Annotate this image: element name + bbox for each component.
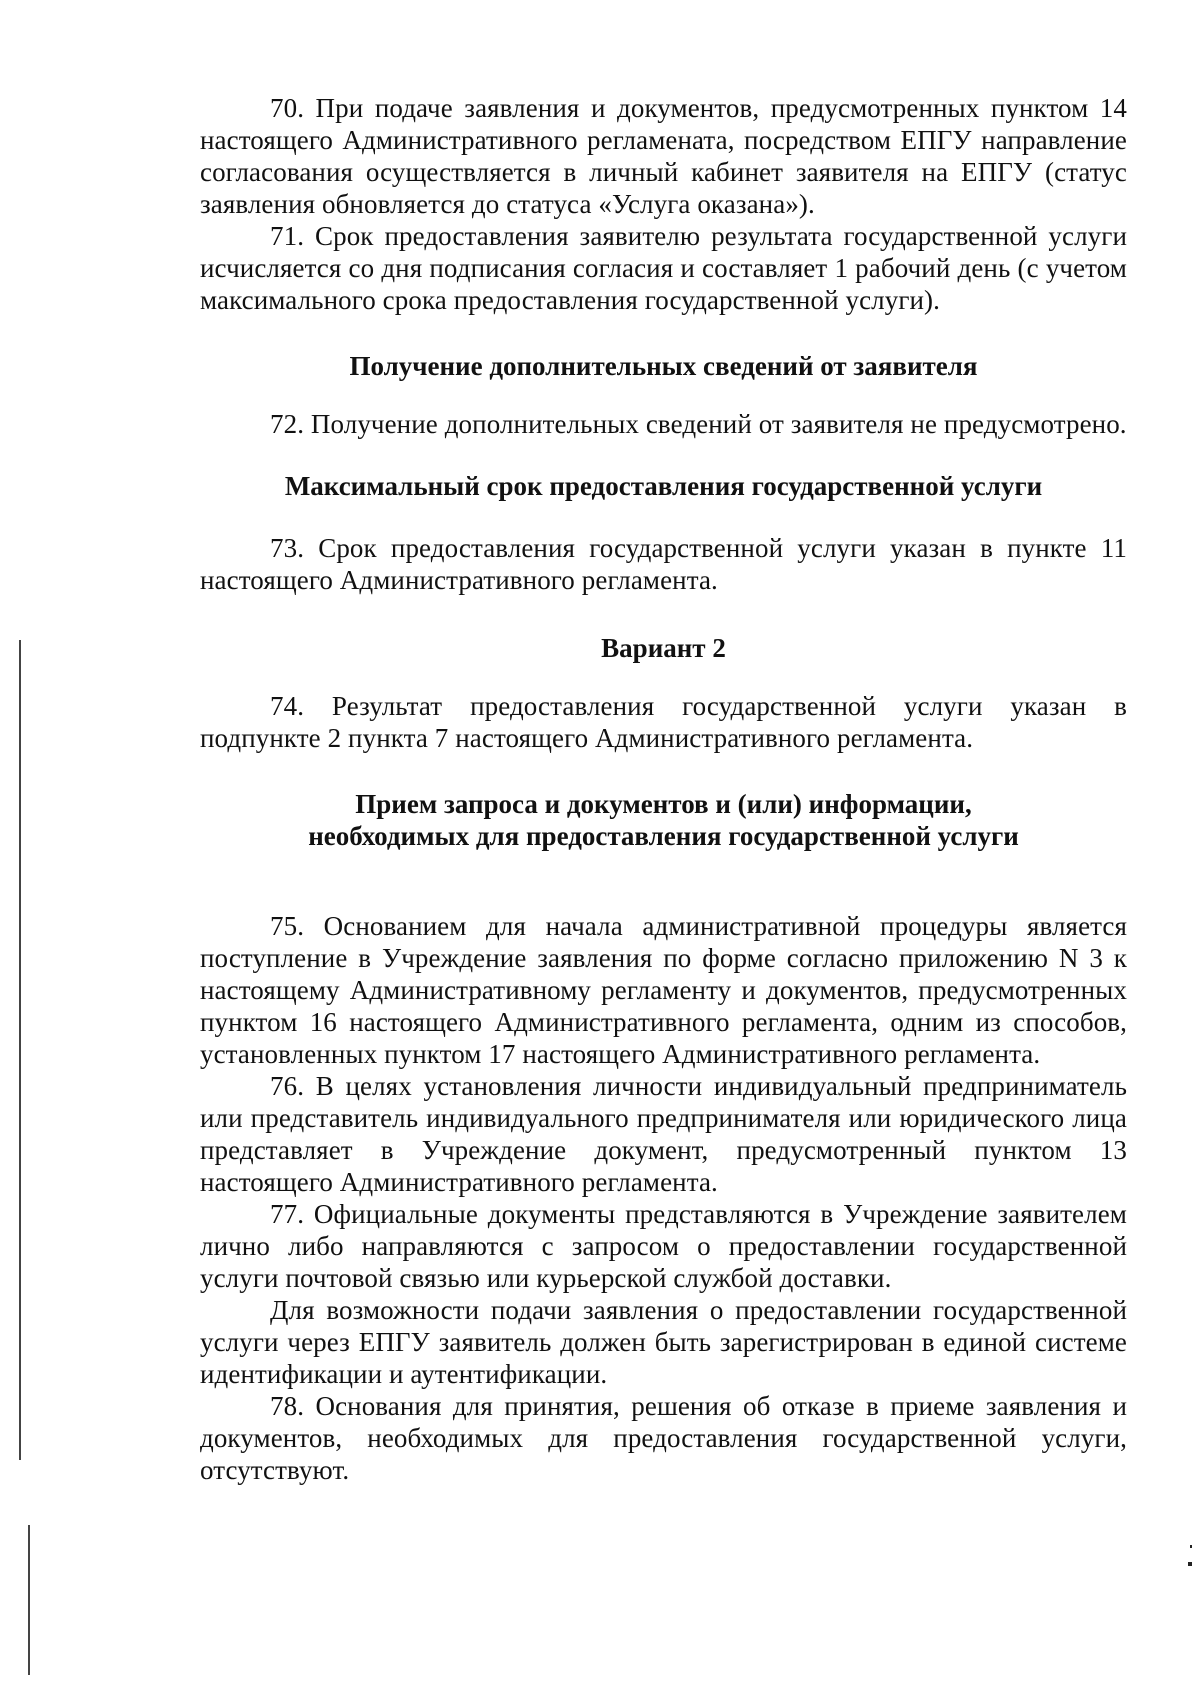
section-heading-additional-info: Получение дополнительных сведений от заявителя bbox=[349, 351, 978, 381]
section-heading-variant-2: Вариант 2 bbox=[601, 633, 726, 663]
scan-speck bbox=[1188, 1562, 1192, 1566]
section-heading-max-term: Максимальный срок предоставления государственной услуги bbox=[284, 471, 1043, 501]
scan-edge-mark-lower bbox=[28, 1525, 30, 1675]
scan-speck bbox=[1190, 1545, 1192, 1548]
paragraph-74: 74. Результат предоставления государственной услуги указан в подпункте 2 пункта 7 настоящего Административного регламента. bbox=[200, 691, 1127, 753]
paragraph-75: 75. Основанием для начала административной процедуры является поступление в Учреждение заявления по форме согласно приложению N 3 к настоящему Административному регламенту и документов, предусмотренных пунктом 16 настоящего Административного регламента, одним из способов, установленных пунктом 17 настоящего Административного регламента. bbox=[200, 911, 1127, 1069]
paragraph-78: 78. Основания для принятия, решения об отказе в приеме заявления и документов, необходимых для предоставления государственной услуги, отсутствуют. bbox=[200, 1391, 1127, 1485]
paragraph-77-epgu: Для возможности подачи заявления о предоставлении государственной услуги через ЕПГУ заявитель должен быть зарегистрирован в единой системе идентификации и аутентификации. bbox=[200, 1295, 1127, 1389]
scan-edge-mark bbox=[19, 640, 21, 1460]
paragraph-70: 70. При подаче заявления и документов, предусмотренных пунктом 14 настоящего Административного регламената, посредством ЕПГУ направление согласования осуществляется в личный кабинет заявителя на ЕПГУ (статус заявления обновляется до статуса «Услуга оказана»). bbox=[200, 93, 1127, 219]
paragraph-72: 72. Получение дополнительных сведений от заявителя не предусмотрено. bbox=[270, 409, 1127, 439]
section-heading-reception-line-1: Прием запроса и документов и (или) информации, bbox=[355, 789, 972, 819]
paragraph-73: 73. Срок предоставления государственной услуги указан в пункте 11 настоящего Административного регламента. bbox=[200, 533, 1127, 595]
section-heading-reception-line-2: необходимых для предоставления государственной услуги bbox=[308, 821, 1019, 851]
document-body bbox=[200, 92, 1127, 1486]
paragraph-76: 76. В целях установления личности индивидуальный предприниматель или представитель индивидуального предпринимателя или юридического лица представляет в Учреждение документ, предусмотренный пунктом 13 настоящего Административного регламента. bbox=[200, 1071, 1127, 1197]
section-heading-reception bbox=[200, 788, 1127, 852]
paragraph-77: 77. Официальные документы представляются в Учреждение заявителем лично либо направляются с запросом о предоставлении государственной услуги почтовой связью или курьерской службой доставки. bbox=[200, 1199, 1127, 1293]
paragraph-71: 71. Срок предоставления заявителю результата государственной услуги исчисляется со дня подписания согласия и составляет 1 рабочий день (с учетом максимального срока предоставления государственной услуги). bbox=[200, 221, 1127, 315]
